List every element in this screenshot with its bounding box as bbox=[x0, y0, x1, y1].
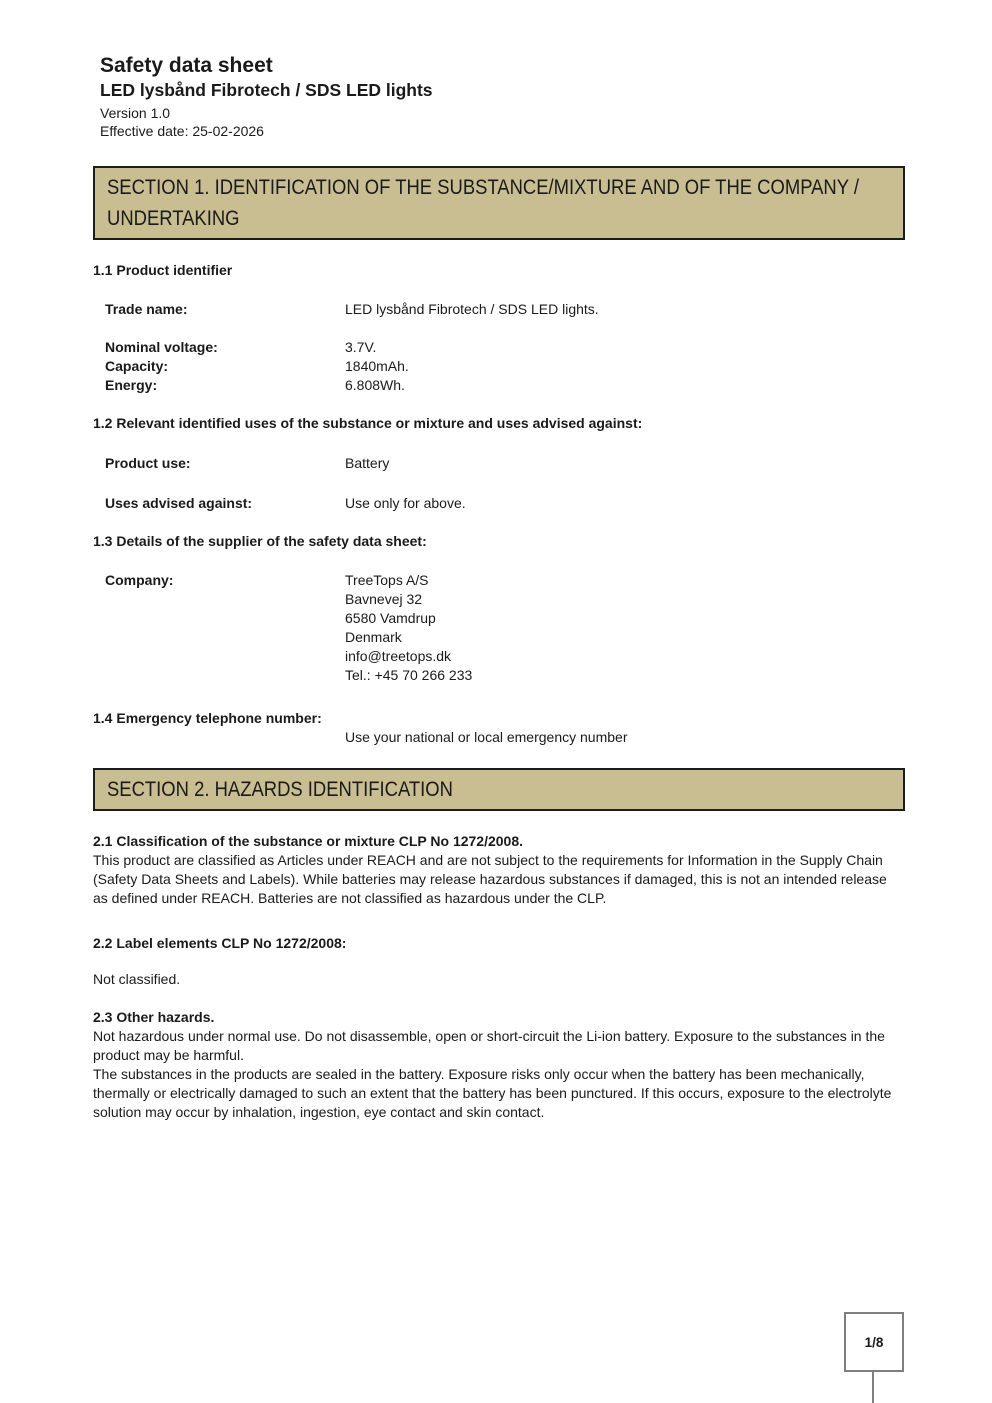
nominal-voltage-row bbox=[93, 338, 905, 357]
company-name: TreeTops A/S bbox=[345, 572, 429, 588]
section-1-header-title: SECTION 1. IDENTIFICATION OF THE SUBSTANCE/MIXTURE AND OF THE COMPANY / UNDERTAKING bbox=[107, 176, 859, 230]
label-elements-body: Not classified. bbox=[93, 971, 181, 987]
subsection-2-1-heading: 2.1 Classification of the substance or mixture CLP No 1272/2008. bbox=[93, 833, 524, 849]
section-1-header-bar bbox=[93, 166, 905, 240]
battery-specs-group bbox=[93, 338, 905, 395]
section-1-content bbox=[93, 261, 905, 747]
product-use-label: Product use: bbox=[105, 455, 191, 471]
page-number: 1/8 bbox=[864, 1334, 884, 1350]
energy-label: Energy: bbox=[105, 377, 158, 393]
company-street: Bavnevej 32 bbox=[345, 591, 423, 607]
uses-advised-against-value: Use only for above. bbox=[345, 495, 466, 511]
uses-advised-against-label: Uses advised against: bbox=[105, 495, 253, 511]
company-phone: Tel.: +45 70 266 233 bbox=[345, 667, 473, 683]
subsection-2-3-heading: 2.3 Other hazards. bbox=[93, 1009, 215, 1025]
capacity-label: Capacity: bbox=[105, 358, 169, 374]
subsection-2-2-heading: 2.2 Label elements CLP No 1272/2008: bbox=[93, 935, 347, 951]
company-address bbox=[345, 571, 472, 685]
other-hazards-body-2: The substances in the products are sealed in the battery. Exposure risks only occur when the battery has been mechanically, thermally or electrically damaged to such an extent that the battery has been punctured. If this occurs, exposure to the electrolyte solution may occur by inhalation, ingestion, eye contact and skin contact. bbox=[93, 1066, 892, 1120]
subsection-1-2-heading: 1.2 Relevant identified uses of the substance or mixture and uses advised against: bbox=[93, 415, 643, 431]
energy-value: 6.808Wh. bbox=[345, 377, 405, 393]
trade-name-row bbox=[93, 300, 905, 319]
company-row bbox=[93, 571, 905, 685]
emergency-number-value: Use your national or local emergency number bbox=[345, 729, 628, 745]
company-label: Company: bbox=[105, 572, 174, 588]
energy-row bbox=[93, 376, 905, 395]
page-number-box bbox=[844, 1312, 904, 1372]
document-subtitle: LED lysbånd Fibrotech / SDS LED lights bbox=[100, 80, 433, 100]
capacity-value: 1840mAh. bbox=[345, 358, 409, 374]
page-number-connector-line bbox=[872, 1372, 874, 1403]
section-2-header-title: SECTION 2. HAZARDS IDENTIFICATION bbox=[107, 778, 453, 801]
document-header bbox=[100, 0, 992, 140]
section-2-header-bar bbox=[93, 768, 905, 811]
trade-name-label: Trade name: bbox=[105, 301, 188, 317]
other-hazards-body-1: Not hazardous under normal use. Do not disassemble, open or short-circuit the Li-ion battery. Exposure to the substances in the product may be harmful. bbox=[93, 1028, 885, 1063]
document-title: Safety data sheet bbox=[100, 54, 273, 77]
document-version: Version 1.0 bbox=[100, 105, 171, 121]
subsection-1-3-heading: 1.3 Details of the supplier of the safety data sheet: bbox=[93, 533, 427, 549]
subsection-1-1-heading: 1.1 Product identifier bbox=[93, 262, 233, 278]
company-city: 6580 Vamdrup bbox=[345, 610, 436, 626]
company-country: Denmark bbox=[345, 629, 402, 645]
document-effective-date: Effective date: 25-02-2026 bbox=[100, 123, 264, 139]
nominal-voltage-value: 3.7V. bbox=[345, 339, 377, 355]
trade-name-value: LED lysbånd Fibrotech / SDS LED lights. bbox=[345, 301, 599, 317]
capacity-row bbox=[93, 357, 905, 376]
product-use-value: Battery bbox=[345, 455, 390, 471]
product-use-row bbox=[93, 454, 905, 473]
nominal-voltage-label: Nominal voltage: bbox=[105, 339, 218, 355]
subsection-1-4-heading: 1.4 Emergency telephone number: bbox=[93, 710, 322, 726]
section-2-content bbox=[93, 832, 905, 1122]
classification-body: This product are classified as Articles under REACH and are not subject to the requirements for Information in the Supply Chain (Safety Data Sheets and Labels). While batteries may release hazardous substances if damaged, this is not an intended release as defined under REACH. Batteries are not classified as hazardous under the CLP. bbox=[93, 852, 887, 906]
company-email: info@treetops.dk bbox=[345, 648, 452, 664]
uses-advised-against-row bbox=[93, 494, 905, 513]
